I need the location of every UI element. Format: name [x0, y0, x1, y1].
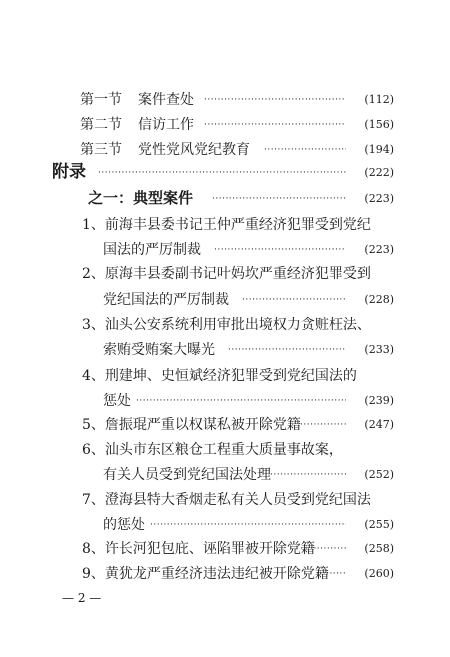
toc-item-line: 7、澄海县特大香烟走私有关人员受到党纪国法: [82, 492, 371, 508]
page-number: (239): [364, 394, 394, 407]
page-number: (112): [364, 93, 394, 106]
leader-dots: [270, 466, 346, 484]
section-number: 第一节: [80, 92, 122, 108]
toc-item-line: 5、詹振琨严重以权谋私被开除党籍: [82, 417, 301, 433]
part-heading: 之一：典型案件: [88, 189, 194, 207]
leader-dots: [136, 392, 346, 410]
toc-item-line: 9、黄犹龙严重经济违法违纪被开除党籍: [82, 566, 329, 582]
page-number: (255): [364, 518, 394, 531]
page-number: (228): [364, 293, 394, 306]
toc-item-line: 2、原海丰县委副书记叶妈坎严重经济犯罪受到: [82, 266, 371, 282]
section-number: 第三节: [80, 142, 122, 158]
section-title: 案件查处: [138, 92, 194, 108]
toc-item-line: 国法的严厉制裁: [103, 242, 201, 258]
leader-dots: [300, 540, 346, 558]
toc-item-line: 有关人员受到党纪国法处理: [103, 467, 271, 483]
leader-dots: [98, 164, 346, 182]
leader-dots: [300, 416, 346, 434]
leader-dots: [316, 565, 346, 583]
toc-item-line: 4、刑建坤、史恒斌经济犯罪受到党纪国法的: [82, 368, 357, 384]
toc-item-line: 1、前海丰县委书记王仲严重经济犯罪受到党纪: [82, 217, 371, 233]
section-title: 党性党风党纪教育: [138, 142, 250, 158]
toc-item-line: 3、汕头公安系统利用审批出境权力贪赃枉法、: [82, 317, 371, 333]
page-number: (156): [364, 118, 394, 131]
toc-item-line: 惩处: [103, 393, 131, 409]
toc-item-line: 党纪国法的严厉制裁: [103, 292, 229, 308]
leader-dots: [228, 341, 346, 359]
page-number: (194): [364, 143, 394, 156]
leader-dots: [242, 291, 346, 309]
leader-dots: [212, 190, 346, 208]
toc-item-line: 索贿受贿案大曝光: [103, 342, 215, 358]
toc-item-line: 的惩处: [103, 517, 145, 533]
leader-dots: [264, 141, 346, 159]
leader-dots: [204, 116, 346, 134]
page-number: (260): [364, 567, 394, 580]
leader-dots: [214, 241, 346, 259]
section-title: 信访工作: [138, 117, 194, 133]
appendix-heading: 附录: [52, 162, 86, 182]
page-number: (247): [364, 418, 394, 431]
page-number: (258): [364, 542, 394, 555]
page-number: (223): [364, 192, 394, 205]
toc-item-line: 6、汕头市东区粮仓工程重大质量事故案，: [82, 442, 343, 458]
page-number: (223): [364, 243, 394, 256]
section-number: 第二节: [80, 117, 122, 133]
leader-dots: [204, 91, 346, 109]
leader-dots: [150, 516, 346, 534]
page-number: (252): [364, 468, 394, 481]
toc-item-line: 8、许长河犯包庇、诬陷罪被开除党籍: [82, 541, 315, 557]
page-number: (222): [364, 166, 394, 179]
page-number: (233): [364, 343, 394, 356]
footer-page-number: — 2 —: [62, 591, 102, 605]
